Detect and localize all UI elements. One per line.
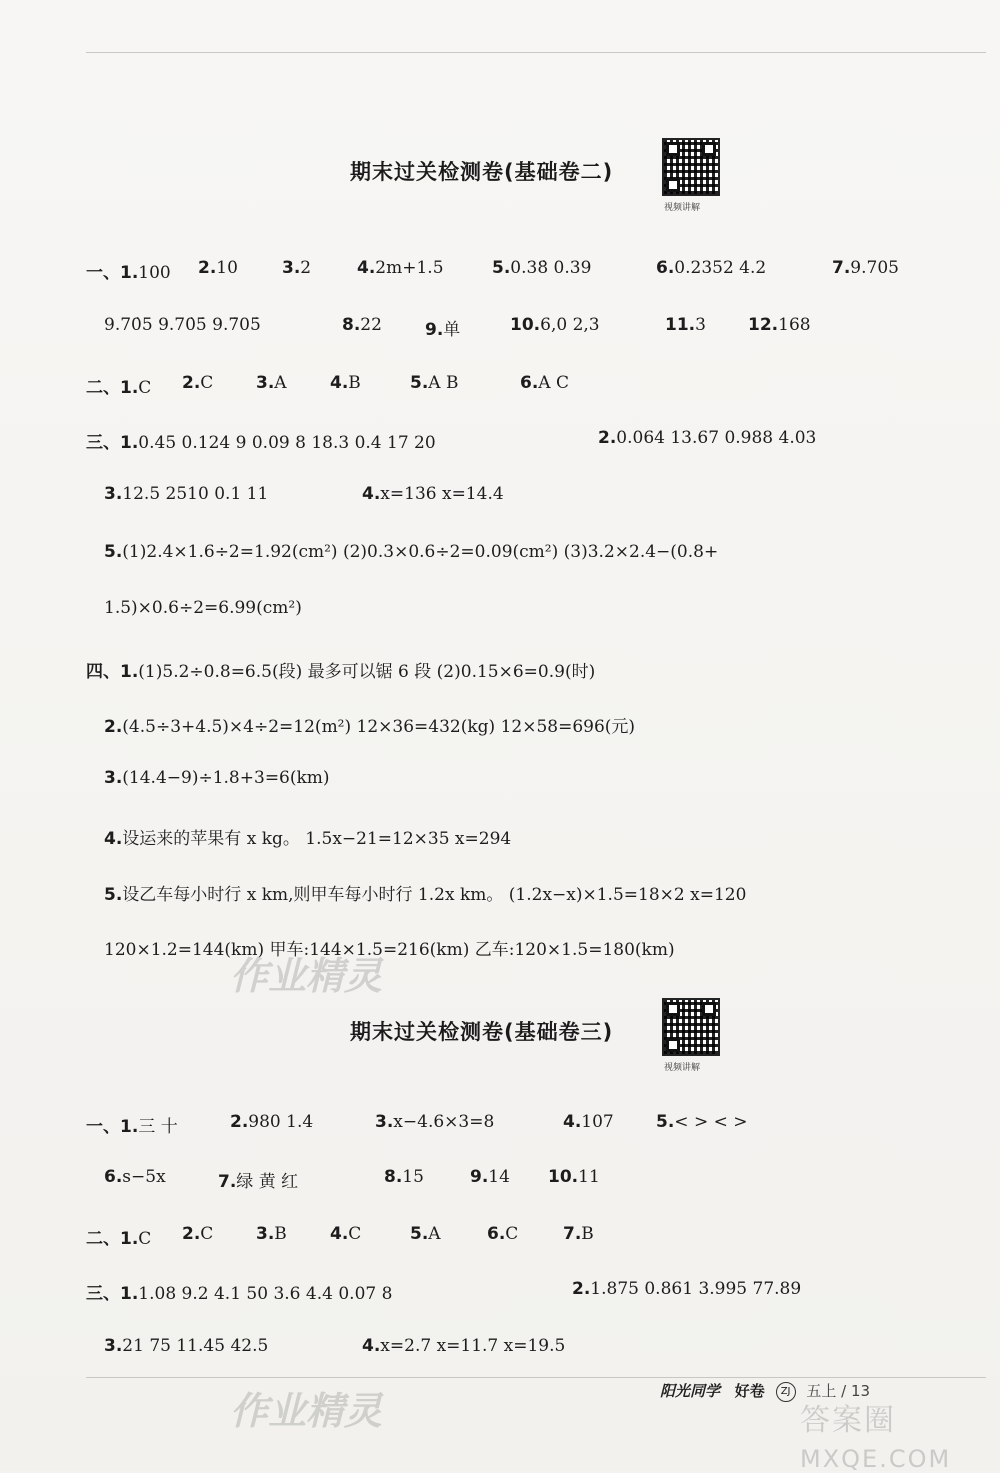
answer-item	[218, 1167, 298, 1192]
answer-value: 14	[488, 1167, 510, 1187]
section1-qr-caption: 视频讲解	[664, 203, 701, 213]
answer-value: s−5x	[122, 1167, 166, 1187]
answer-item	[104, 935, 675, 960]
question-number: 3.	[104, 768, 123, 788]
answer-item	[548, 1167, 600, 1187]
answer-value: 168	[778, 315, 811, 335]
answer-item	[832, 258, 899, 278]
answer-item	[182, 373, 213, 393]
answer-item	[656, 1112, 748, 1132]
answer-value: 980 1.4	[248, 1112, 314, 1132]
answer-item	[342, 315, 382, 335]
grade-page-number: 五上 / 13	[806, 1382, 871, 1400]
question-number: 2.	[104, 717, 123, 737]
site-watermark-url: MXQE.COM	[800, 1445, 952, 1473]
answer-value: A B	[428, 373, 459, 393]
answer-item	[86, 1224, 151, 1249]
answer-item	[104, 768, 330, 788]
answer-item	[256, 373, 287, 393]
question-number: 11.	[665, 315, 696, 335]
question-number: 7.	[832, 258, 851, 278]
answer-line	[0, 1279, 1000, 1313]
answer-item	[86, 1112, 178, 1137]
question-number: 3.	[282, 258, 301, 278]
answer-item	[425, 315, 460, 340]
answer-value: 21 75 11.45 42.5	[122, 1336, 269, 1356]
answer-value: B	[274, 1224, 287, 1244]
answer-item	[198, 258, 238, 278]
question-number: 3.	[256, 373, 275, 393]
question-number: 2.	[182, 1224, 201, 1244]
answer-item	[375, 1112, 494, 1132]
answer-line	[0, 657, 1000, 691]
question-number: 9.	[470, 1167, 489, 1187]
question-number: 4.	[357, 258, 376, 278]
answer-line	[0, 1224, 1000, 1258]
edition-badge: ZJ	[776, 1382, 796, 1402]
question-number: 3.	[256, 1224, 275, 1244]
answer-item	[492, 258, 591, 278]
answer-item	[86, 373, 151, 398]
answer-item	[256, 1224, 287, 1244]
answer-value: 120×1.2=144(km) 甲车:144×1.5=216(km) 乙车:120×1.5=180(km)	[104, 940, 675, 960]
good-paper-label: 好卷	[734, 1382, 765, 1400]
answer-item	[357, 258, 444, 278]
question-number: 8.	[342, 315, 361, 335]
answer-value: 2	[300, 258, 312, 278]
question-number: 一、1.	[86, 1117, 139, 1137]
qr-code-icon[interactable]	[662, 138, 720, 196]
answer-value: 9.705	[850, 258, 899, 278]
question-number: 5.	[104, 885, 123, 905]
question-number: 7.	[563, 1224, 582, 1244]
answer-value: B	[348, 373, 361, 393]
answer-value: 三 十	[138, 1117, 178, 1137]
answer-line	[0, 315, 1000, 349]
section1-header	[0, 138, 1000, 218]
answer-value: 100	[138, 263, 171, 283]
answer-line	[0, 1112, 1000, 1146]
answer-value: 11	[578, 1167, 600, 1187]
answer-item	[330, 373, 361, 393]
top-rule	[86, 52, 986, 53]
answer-value: 0.064 13.67 0.988 4.03	[616, 428, 817, 448]
answer-item	[362, 1336, 565, 1356]
answer-value: 12.5 2510 0.1 11	[122, 484, 269, 504]
answer-value: (1)2.4×1.6÷2=1.92(cm²) (2)0.3×0.6÷2=0.09(cm²) (3)3.2×2.4−(0.8+	[122, 542, 719, 562]
section2-header	[0, 998, 1000, 1078]
answer-value: 0.45 0.124 9 0.09 8 18.3 0.4 17 20	[138, 433, 436, 453]
answer-value: 2m+1.5	[375, 258, 444, 278]
question-number: 8.	[384, 1167, 403, 1187]
answer-value: 0.38̇ 0.39	[510, 258, 592, 278]
answer-value: 设运来的苹果有 x kg。 1.5x−21=12×35 x=294	[122, 829, 512, 849]
question-number: 5.	[410, 1224, 429, 1244]
answer-value: 设乙车每小时行 x km,则甲车每小时行 1.2x km。 (1.2x−x)×1.5=18×2 x=120	[122, 885, 747, 905]
answer-value: 10	[216, 258, 238, 278]
section1-title: 期末过关检测卷(基础卷二)	[350, 160, 614, 184]
answer-value: 1.5)×0.6÷2=6.99(cm²)	[104, 598, 302, 618]
answer-item	[410, 373, 458, 393]
answer-line	[0, 1167, 1000, 1201]
question-number: 三、1.	[86, 433, 139, 453]
question-number: 四、1.	[86, 662, 139, 682]
question-number: 6.	[520, 373, 539, 393]
answer-item	[104, 598, 302, 618]
answer-item	[104, 542, 718, 562]
answer-value: 1.08 9.2 4.1 50 3.6 4.4 0.07 8	[138, 1284, 393, 1304]
question-number: 6.	[487, 1224, 506, 1244]
question-number: 2.	[572, 1279, 591, 1299]
answer-item	[510, 315, 600, 335]
site-watermark	[800, 1395, 951, 1473]
answer-value: C	[348, 1224, 362, 1244]
question-number: 2.	[230, 1112, 249, 1132]
question-number: 4.	[362, 484, 381, 504]
answer-value: A C	[538, 373, 569, 393]
question-number: 2.	[598, 428, 617, 448]
answer-line	[0, 542, 1000, 576]
question-number: 4.	[330, 1224, 349, 1244]
question-number: 4.	[563, 1112, 582, 1132]
answer-line	[0, 935, 1000, 969]
answer-item	[330, 1224, 361, 1244]
answer-item	[104, 712, 635, 737]
answer-item	[470, 1167, 510, 1187]
answer-value: 3	[695, 315, 706, 335]
answer-item	[104, 1167, 166, 1187]
answer-item	[410, 1224, 441, 1244]
question-number: 5.	[656, 1112, 675, 1132]
answer-value: 绿 黄 红	[236, 1172, 299, 1192]
answer-item	[182, 1224, 213, 1244]
answer-value: 107	[581, 1112, 614, 1132]
answer-value: x=2.7 x=11.7 x=19.5	[380, 1336, 566, 1356]
watermark-text: 作业精灵	[230, 1389, 383, 1433]
answer-line	[0, 712, 1000, 746]
answer-value: C	[138, 378, 152, 398]
answer-value: A	[428, 1224, 441, 1244]
answer-value: (1)5.2÷0.8=6.5(段) 最多可以锯 6 段 (2)0.15×6=0.9(时)	[138, 662, 596, 682]
question-number: 6.	[656, 258, 675, 278]
answer-line	[0, 598, 1000, 632]
answer-item	[520, 373, 569, 393]
answer-value: (4.5÷3+4.5)×4÷2=12(m²) 12×36=432(kg) 12×58=696(元)	[122, 717, 636, 737]
answer-value: A	[274, 373, 287, 393]
answer-item	[86, 1279, 392, 1304]
answer-item	[748, 315, 811, 335]
answer-line	[0, 1336, 1000, 1370]
answer-value: < > < >	[674, 1112, 748, 1132]
site-watermark-name: 答案圈	[800, 1403, 896, 1438]
question-number: 一、1.	[86, 263, 139, 283]
answer-item	[104, 315, 261, 335]
answer-line	[0, 484, 1000, 518]
qr-code-icon[interactable]	[662, 998, 720, 1056]
section2-title: 期末过关检测卷(基础卷三)	[350, 1020, 614, 1044]
answer-item	[665, 315, 706, 335]
question-number: 三、1.	[86, 1284, 139, 1304]
question-number: 5.	[104, 542, 123, 562]
brand-logo: 阳光同学	[660, 1382, 721, 1400]
question-number: 10.	[548, 1167, 579, 1187]
question-number: 3.	[104, 484, 123, 504]
answer-value: C	[505, 1224, 519, 1244]
answer-item	[104, 824, 511, 849]
answer-value: 22	[360, 315, 382, 335]
answer-value: B	[581, 1224, 594, 1244]
answer-line	[0, 880, 1000, 914]
question-number: 4.	[362, 1336, 381, 1356]
answer-item	[656, 258, 766, 278]
answer-item	[86, 428, 436, 453]
question-number: 12.	[748, 315, 779, 335]
answer-item	[104, 484, 268, 504]
question-number: 9.	[425, 320, 444, 340]
answer-item	[104, 1336, 268, 1356]
answer-value: (14.4−9)÷1.8+3=6(km)	[122, 768, 330, 788]
answer-line	[0, 373, 1000, 407]
answer-value: C	[200, 1224, 214, 1244]
question-number: 2.	[182, 373, 201, 393]
section2-qr-caption: 视频讲解	[664, 1063, 701, 1073]
question-number: 6.	[104, 1167, 123, 1187]
question-number: 二、1.	[86, 378, 139, 398]
answer-value: x=136 x=14.4	[380, 484, 504, 504]
answer-value: x−4.6×3=8	[393, 1112, 495, 1132]
answer-item	[362, 484, 504, 504]
answer-line	[0, 768, 1000, 802]
watermark-text: 作业精灵	[230, 954, 383, 998]
answer-item	[86, 657, 595, 682]
answer-value: 单	[443, 320, 461, 340]
answer-line	[0, 258, 1000, 292]
question-number: 二、1.	[86, 1229, 139, 1249]
answer-line	[0, 824, 1000, 858]
question-number: 3.	[104, 1336, 123, 1356]
question-number: 5.	[492, 258, 511, 278]
answer-item	[572, 1279, 801, 1299]
answer-item	[598, 428, 816, 448]
answer-item	[384, 1167, 424, 1187]
question-number: 2.	[198, 258, 217, 278]
question-number: 4.	[104, 829, 123, 849]
question-number: 5.	[410, 373, 429, 393]
answer-value: C	[138, 1229, 152, 1249]
question-number: 10.	[510, 315, 541, 335]
answer-value: 6,0 2,3	[540, 315, 600, 335]
answer-item	[282, 258, 311, 278]
answer-item	[563, 1112, 614, 1132]
answer-item	[563, 1224, 594, 1244]
answer-line	[0, 428, 1000, 462]
answer-item	[104, 880, 746, 905]
answer-value: 9.70̇5 9.70̇5̇ 9.7̇05̇	[104, 315, 261, 335]
answer-item	[487, 1224, 518, 1244]
answer-item	[230, 1112, 313, 1132]
answer-value: 15	[402, 1167, 424, 1187]
bottom-rule	[86, 1377, 986, 1378]
question-number: 4.	[330, 373, 349, 393]
question-number: 7.	[218, 1172, 237, 1192]
answer-item	[86, 258, 171, 283]
answer-value: 0.2352 4.2	[674, 258, 767, 278]
answer-value: C	[200, 373, 214, 393]
answer-value: 1.875 0.861 3.995 77.89	[590, 1279, 802, 1299]
question-number: 3.	[375, 1112, 394, 1132]
